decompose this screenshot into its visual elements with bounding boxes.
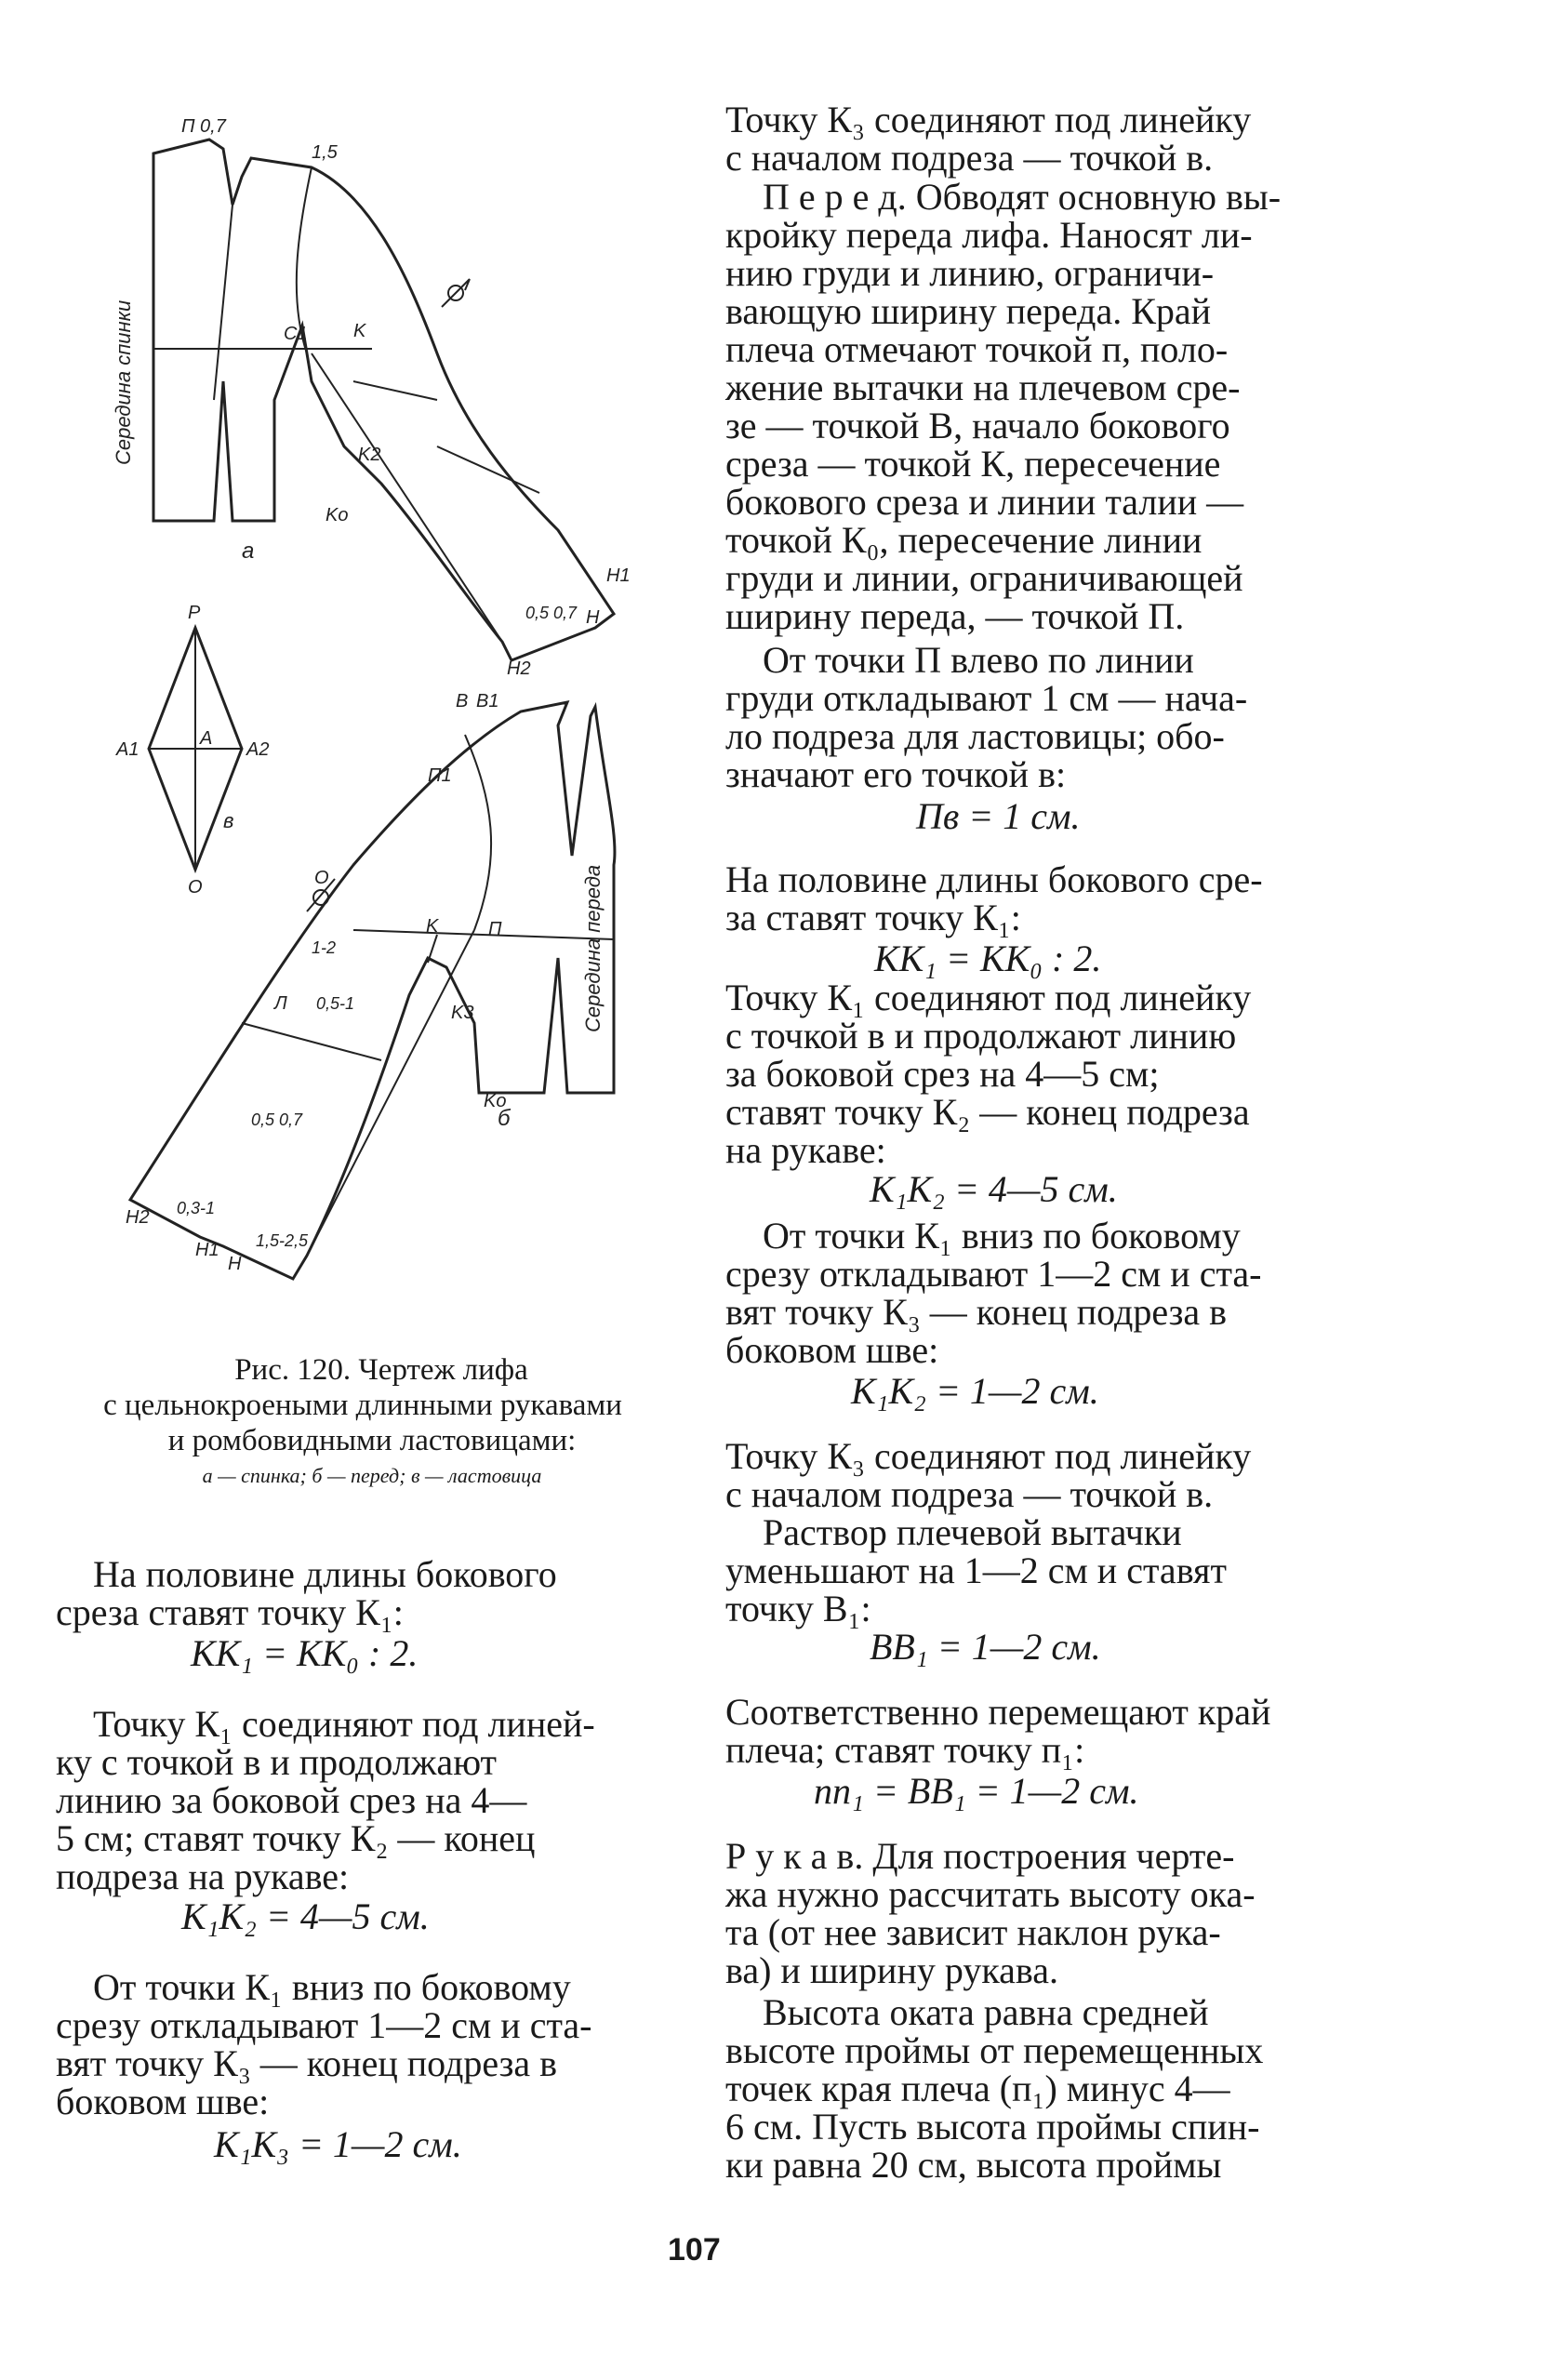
back-bodice xyxy=(153,140,614,660)
right-p7-l5: точку В₁: xyxy=(725,1588,871,1629)
left-p2-l2: ку с точкой в и продолжают xyxy=(56,1741,498,1783)
right-p2-l11: груди и линии, ограничивающей xyxy=(725,557,1243,599)
label-v: в xyxy=(223,809,234,832)
figure-legend: а — спинка; б — перед; в — ластовица xyxy=(202,1464,542,1487)
right-p3-l2: груди откладывают 1 см — нача- xyxy=(725,677,1248,719)
pattern-drawing xyxy=(74,93,744,1395)
label-back-center: Середина спинки xyxy=(112,299,135,465)
label-front-center: Середина переда xyxy=(581,864,605,1032)
right-p9-l2: жа нужно рассчитать высоту ока- xyxy=(725,1873,1256,1915)
label-k-back: K xyxy=(353,321,366,341)
left-p3-l3: вят точку К₃ — конец подреза в xyxy=(56,2042,558,2084)
right-p1-l1: Точку К₃ соединяют под линейку xyxy=(725,99,1252,140)
right-p2-l5: плеча отмечают точкой п, поло- xyxy=(725,328,1229,370)
right-p10-l5: ки равна 20 см, высота проймы xyxy=(725,2144,1222,2186)
right-p10-l2: высоте проймы от перемещенных xyxy=(725,2029,1264,2071)
label-ko-front: Ko xyxy=(484,1091,507,1111)
label-15: 1,5 xyxy=(312,142,338,163)
right-p6-l1: От точки К₁ вниз по боковому xyxy=(763,1215,1241,1257)
left-p2-l4: 5 см; ставят точку К₂ — конец xyxy=(56,1817,536,1859)
right-p7-l2: с началом подреза — точкой в. xyxy=(725,1473,1214,1515)
right-p9-l4: ва) и ширину рукава. xyxy=(725,1949,1059,1991)
label-o-gusset: O xyxy=(188,877,203,898)
left-p2-l5: подреза на рукаве: xyxy=(56,1855,350,1897)
right-p5-l4: ставят точку К₂ — конец подреза xyxy=(725,1091,1250,1133)
gusset xyxy=(149,628,242,870)
right-p2-l8: среза — точкой К, пересечение xyxy=(725,443,1221,485)
right-p2-l6: жение вытачки на плечевом сре- xyxy=(725,366,1241,408)
right-p7-l1: Точку К₃ соединяют под линейку xyxy=(725,1435,1252,1477)
right-formula-6: пп₁ = ВВ₁ = 1—2 см. xyxy=(814,1770,1139,1812)
label-0507: 0,5 0,7 xyxy=(525,604,578,622)
label-o-front: О xyxy=(314,868,329,888)
label-k-front: K xyxy=(426,916,439,937)
right-p6-l3: вят точку К₃ — конец подреза в xyxy=(725,1291,1228,1333)
left-p3-l1: От точки К₁ вниз по боковому xyxy=(93,1966,571,2008)
label-h1-front: H1 xyxy=(195,1240,219,1260)
label-h2-back: H2 xyxy=(507,658,531,679)
left-p2-l1: Точку К₁ соединяют под линей- xyxy=(93,1703,595,1745)
right-p2-l9: бокового среза и линии талии — xyxy=(725,481,1244,523)
label-a1: A1 xyxy=(116,739,140,760)
label-k3-front: K3 xyxy=(451,1003,474,1023)
label-h2-front: H2 xyxy=(126,1207,150,1228)
right-p3-l4: значают его точкой в: xyxy=(725,753,1067,795)
left-p2-l3: линию за боковой срез на 4— xyxy=(56,1779,527,1821)
label-a: а xyxy=(242,539,255,564)
label-1525: 1,5-2,5 xyxy=(256,1231,309,1250)
figure-caption-line1: Рис. 120. Чертеж лифа xyxy=(234,1353,528,1387)
page-number: 107 xyxy=(668,2232,721,2267)
right-p2-l10: точкой К₀, пересечение линии xyxy=(725,519,1203,561)
label-k2-back: K2 xyxy=(358,445,381,465)
figure-caption-line2: с цельнокроеными длинными рукавами xyxy=(103,1389,622,1422)
label-12-front: 1-2 xyxy=(312,938,337,957)
right-p7-l3: Раствор плечевой вытачки xyxy=(763,1511,1182,1553)
left-formula-2: К₁К₂ = 4—5 см. xyxy=(181,1895,430,1937)
right-p5-l3: за боковой срез на 4—5 см; xyxy=(725,1053,1160,1095)
label-a-center: A xyxy=(200,728,213,749)
left-formula-1: КК₁ = КК₀ : 2. xyxy=(191,1632,419,1674)
right-p7-l4: уменьшают на 1—2 см и ставят xyxy=(725,1549,1227,1591)
label-b1-front: B1 xyxy=(476,691,499,711)
right-p9-l1: Р у к а в. Для построения черте- xyxy=(725,1835,1235,1877)
right-p3-l1: От точки П влево по линии xyxy=(763,639,1194,681)
right-formula-1: Пв = 1 см. xyxy=(916,795,1081,837)
label-0507-front: 0,5 0,7 xyxy=(251,1110,303,1129)
label-a2: A2 xyxy=(246,739,270,760)
right-p6-l4: боковом шве: xyxy=(725,1329,939,1371)
left-p3-l4: боковом шве: xyxy=(56,2081,270,2122)
left-p1-l2: среза ставят точку К₁: xyxy=(56,1591,404,1633)
label-p-gusset: P xyxy=(188,603,201,623)
right-p5-l2: с точкой в и продолжают линию xyxy=(725,1015,1237,1057)
front-bodice xyxy=(130,702,615,1279)
right-p10-l1: Высота оката равна средней xyxy=(763,1991,1209,2033)
right-p2-l2: кройку переда лифа. Наносят ли- xyxy=(725,214,1253,256)
right-p2-l3: нию груди и линию, ограничи- xyxy=(725,252,1215,294)
right-p8-l1: Соответственно перемещают край xyxy=(725,1691,1271,1733)
label-pi: П xyxy=(488,919,502,939)
right-p6-l2: срезу откладывают 1—2 см и ста- xyxy=(725,1253,1262,1295)
label-031: 0,3-1 xyxy=(177,1199,216,1217)
right-p5-l5: на рукаве: xyxy=(725,1129,886,1171)
right-p2-l1: П е р е д. Обводят основную вы- xyxy=(763,176,1282,218)
label-l-front: Л xyxy=(274,993,287,1014)
right-formula-2: КК₁ = КК₀ : 2. xyxy=(874,937,1102,979)
left-p3-l2: срезу откладывают 1—2 см и ста- xyxy=(56,2004,592,2046)
left-formula-3: К₁К₃ = 1—2 см. xyxy=(214,2123,462,2165)
right-p10-l4: 6 см. Пусть высота проймы спин- xyxy=(725,2106,1260,2148)
label-c1: C1 xyxy=(284,324,308,344)
label-0551-front: 0,5-1 xyxy=(316,994,355,1013)
label-h1-back: H1 xyxy=(606,565,631,586)
right-formula-5: ВВ₁ = 1—2 см. xyxy=(870,1626,1101,1668)
right-p2-l12: ширину переда, — точкой П. xyxy=(725,595,1185,637)
right-p5-l1: Точку К₁ соединяют под линейку xyxy=(725,977,1252,1018)
label-b: б xyxy=(498,1106,511,1131)
right-formula-4: К₁К₂ = 1—2 см. xyxy=(851,1370,1099,1412)
right-p4-l2: за ставят точку К₁: xyxy=(725,897,1021,938)
right-p8-l2: плеча; ставят точку п₁: xyxy=(725,1729,1085,1771)
right-p9-l3: та (от нее зависит наклон рука- xyxy=(725,1911,1221,1953)
right-p10-l3: точек края плеча (п₁) минус 4— xyxy=(725,2068,1230,2109)
left-p1-l1: На половине длины бокового xyxy=(93,1553,557,1595)
right-p3-l3: ло подреза для ластовицы; обо- xyxy=(725,715,1225,757)
right-p1-l2: с началом подреза — точкой в. xyxy=(725,137,1214,179)
right-p2-l7: зе — точкой В, начало бокового xyxy=(725,405,1230,446)
label-ko-back: Ko xyxy=(326,505,349,525)
label-h-back: H xyxy=(586,607,600,628)
label-h-front: H xyxy=(228,1254,242,1274)
right-formula-3: К₁К₂ = 4—5 см. xyxy=(870,1168,1118,1210)
right-p2-l4: вающую ширину переда. Край xyxy=(725,290,1212,332)
figure-caption-line3: и ромбовидными ластовицами: xyxy=(167,1424,577,1457)
label-n07: П 0,7 xyxy=(181,116,226,137)
label-b-front: B xyxy=(456,691,469,711)
right-p4-l1: На половине длины бокового сре- xyxy=(725,858,1263,900)
label-pi1: П1 xyxy=(428,765,452,786)
